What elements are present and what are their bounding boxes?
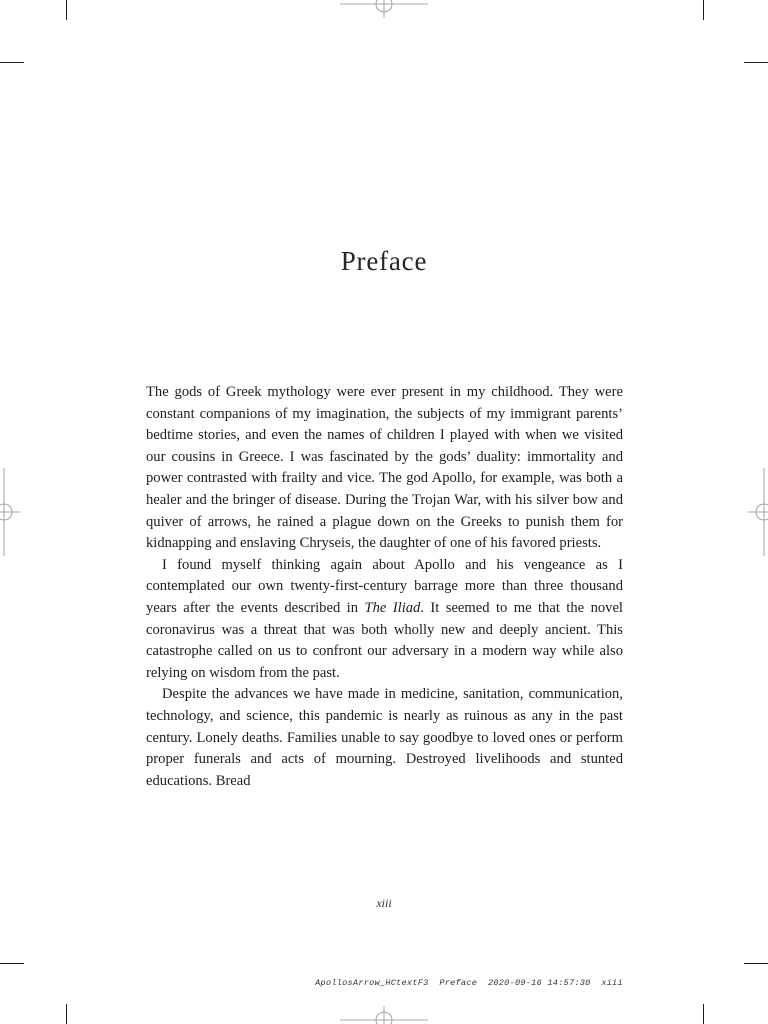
paragraph bbox=[146, 684, 623, 792]
paragraph-text: I found myself thinking again about Apollo and his vengeance as I contemplated our own twenty-first-century barrage more than three thousand years after the events described in bbox=[146, 556, 623, 616]
body-text bbox=[146, 382, 623, 792]
registration-mark-right bbox=[748, 468, 768, 556]
paragraph bbox=[146, 382, 623, 555]
book-title-emphasis: The Iliad bbox=[364, 599, 421, 616]
registration-mark-left bbox=[0, 468, 20, 556]
paragraph bbox=[146, 555, 623, 685]
printer-slug-line: ApollosArrow_HCtextF3 Preface 2020-09-16 14:57:30 xiii bbox=[315, 978, 623, 988]
chapter-title: Preface bbox=[340, 246, 428, 276]
page-number: xiii bbox=[376, 896, 392, 910]
paragraph-text: Despite the advances we have made in medicine, sanitation, communication, technology, and science, this pandemic is nearly as ruinous as any in the past century. Lonely deaths. Families unable to say goodbye to loved ones or perform proper funerals and acts of mourning. Destroyed livelihoods and stunted educations. Bread bbox=[146, 686, 623, 789]
paragraph-text: . It seemed to me that the novel coronavirus was a threat that was both wholly new and deeply ancient. This catastrophe called on us to confront our adversary in a modern way while also relying on wisdom from the past. bbox=[146, 599, 623, 681]
registration-mark-top bbox=[340, 0, 428, 18]
registration-mark-bottom bbox=[340, 1006, 428, 1024]
paragraph-text: The gods of Greek mythology were ever present in my childhood. They were constant companions of my imagination, the subjects of my immigrant parents’ bedtime stories, and even the names of children I played with when we visited our cousins in Greece. I was fascinated by the gods’ duality: immortality and power contrasted with frailty and vice. The god Apollo, for example, was both a healer and the bringer of disease. During the Trojan War, with his silver bow and quiver of arrows, he rained a plague down on the Greeks to punish them for kidnapping and enslaving Chryseis, the daughter of one of his favored priests. bbox=[146, 384, 623, 552]
